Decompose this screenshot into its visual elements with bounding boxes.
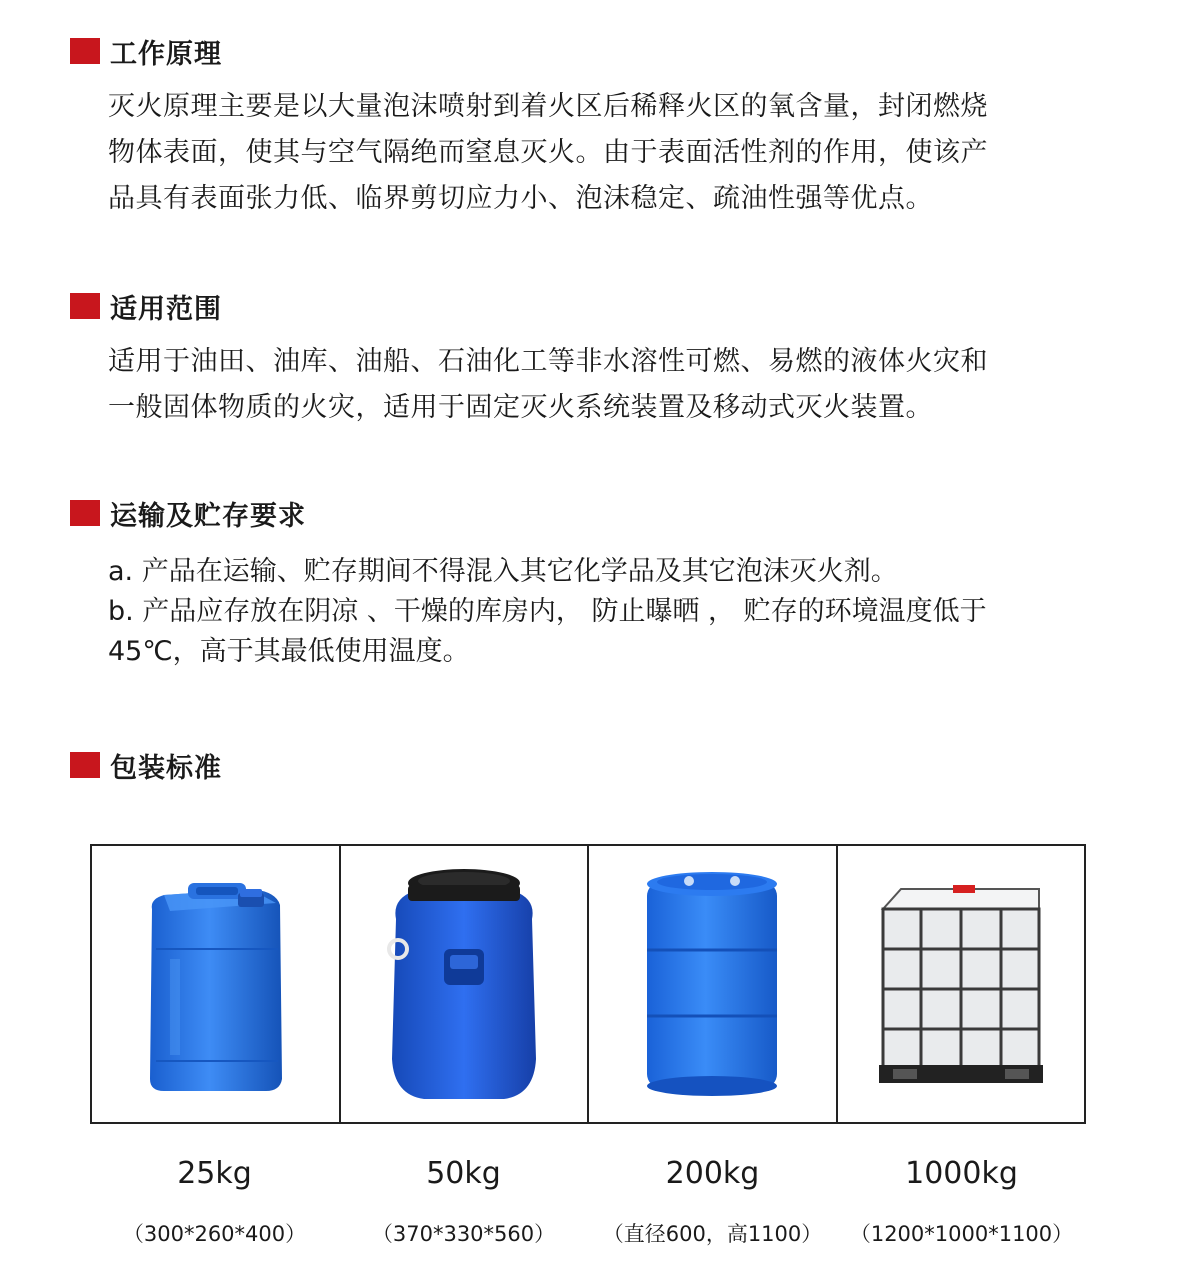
section-paragraph <box>108 339 1130 431</box>
paragraph-line: 灭火原理主要是以大量泡沫喷射到着火区后稀释火区的氧含量，封闭燃烧 <box>108 91 988 122</box>
requirement-line-b-cont: 45℃，高于其最低使用温度。 <box>108 636 470 667</box>
package-weight: 50kg <box>426 1156 501 1191</box>
requirement-line-a: a. 产品在运输、贮存期间不得混入其它化学品及其它泡沫灭火剂。 <box>108 556 898 587</box>
barrel-drum-icon <box>637 866 787 1102</box>
package-dims: （300*260*400） <box>122 1222 307 1246</box>
section-packaging <box>70 748 1130 782</box>
red-square-icon <box>70 752 100 778</box>
red-square-icon <box>70 500 100 526</box>
package-weight: 200kg <box>665 1156 760 1191</box>
package-cell-50kg <box>341 846 590 1122</box>
section-title: 工作原理 <box>110 38 222 70</box>
section-heading <box>70 289 1130 323</box>
red-square-icon <box>70 38 100 64</box>
section-heading <box>70 34 1130 68</box>
section-scope <box>70 289 1130 431</box>
open-top-drum-icon <box>374 859 554 1109</box>
ibc-tote-icon <box>873 879 1049 1089</box>
packaging-table <box>90 844 1086 1124</box>
red-square-icon <box>70 293 100 319</box>
package-cell-25kg <box>92 846 341 1122</box>
package-cell-1000kg <box>838 846 1085 1122</box>
section-heading <box>70 748 1130 782</box>
paragraph-line: 物体表面，使其与空气隔绝而窒息灭火。由于表面活性剂的作用，使该产 <box>108 137 988 168</box>
paragraph-line: 适用于油田、油库、油船、石油化工等非水溶性可燃、易燃的液体火灾和 <box>108 346 988 377</box>
jerrycan-icon <box>130 869 300 1099</box>
paragraph-line: 品具有表面张力低、临界剪切应力小、泡沫稳定、疏油性强等优点。 <box>108 183 933 214</box>
package-weights <box>90 1156 1086 1191</box>
section-title: 包装标准 <box>110 752 222 784</box>
package-weight: 1000kg <box>905 1156 1018 1191</box>
requirement-list <box>108 552 1130 672</box>
package-dims: （1200*1000*1100） <box>849 1222 1074 1246</box>
section-paragraph <box>108 84 1130 222</box>
package-dims: （直径600，高1100） <box>602 1222 823 1246</box>
section-transport-storage <box>70 496 1130 672</box>
requirement-line-b: b. 产品应存放在阴凉 、干燥的库房内， 防止曝晒 ， 贮存的环境温度低于 <box>108 596 987 627</box>
package-cell-200kg <box>589 846 838 1122</box>
package-dimensions <box>90 1218 1086 1248</box>
section-working-principle <box>70 34 1130 222</box>
package-dims: （370*330*560） <box>371 1222 556 1246</box>
package-weight: 25kg <box>177 1156 252 1191</box>
section-heading <box>70 496 1130 530</box>
paragraph-line: 一般固体物质的火灾，适用于固定灭火系统装置及移动式灭火装置。 <box>108 392 933 423</box>
section-title: 运输及贮存要求 <box>110 500 306 532</box>
section-title: 适用范围 <box>110 293 222 325</box>
